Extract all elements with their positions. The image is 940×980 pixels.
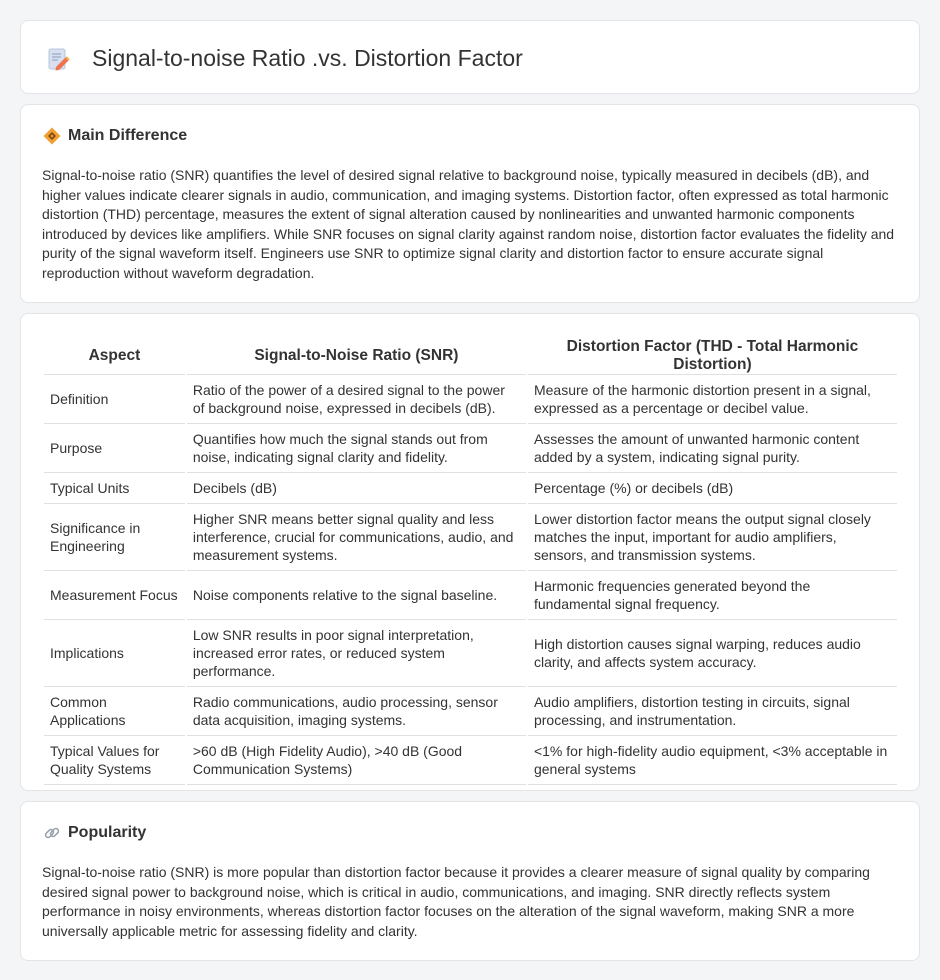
table-cell: Lower distortion factor means the output signal closely matches the input, important for audio amplifiers, sensors, and transmission systems. (528, 504, 897, 571)
table-cell: Measure of the harmonic distortion present in a signal, expressed as a percentage or decibel value. (528, 375, 897, 424)
table-row (44, 424, 897, 473)
table-row (44, 736, 897, 785)
comparison-table (42, 334, 899, 785)
page-title: Signal-to-noise Ratio .vs. Distortion Factor (92, 45, 523, 71)
table-cell: Harmonic frequencies generated beyond the fundamental signal frequency. (528, 571, 897, 620)
table-row (44, 620, 897, 687)
table-row (44, 687, 897, 736)
main-difference-text: Signal-to-noise ratio (SNR) quantifies the level of desired signal relative to background noise, typically measured in decibels (dB), and higher values indicate clearer signals in audio, communication, and imaging systems. Distortion factor, often expressed as total harmonic distortion (THD) percentage, measures the extent of signal alteration caused by nonlinearities and unwanted harmonic components introduced by devices like amplifiers. While SNR focuses on signal clarity against random noise, distortion factor evaluates the fidelity and purity of the signal waveform itself. Engineers use SNR to optimize signal clarity and distortion factor to ensure accurate signal reproduction without waveform degradation. (42, 167, 895, 281)
column-header: Distortion Factor (THD - Total Harmonic Distortion) (528, 334, 897, 375)
table-cell: Audio amplifiers, distortion testing in circuits, signal processing, and instrumentation. (528, 687, 897, 736)
diamond-warning-icon (43, 127, 61, 145)
table-cell: Definition (44, 375, 185, 424)
column-header: Aspect (44, 334, 185, 375)
table-cell: Radio communications, audio processing, sensor data acquisition, imaging systems. (187, 687, 526, 736)
table-cell: Common Applications (44, 687, 185, 736)
table-row (44, 375, 897, 424)
document-edit-icon (46, 46, 72, 72)
link-icon (43, 824, 61, 842)
title-row (46, 45, 523, 72)
table-cell: Significance in Engineering (44, 504, 185, 571)
table-cell: High distortion causes signal warping, reduces audio clarity, and affects system accuracy. (528, 620, 897, 687)
table-cell: <1% for high-fidelity audio equipment, <3% acceptable in general systems (528, 736, 897, 785)
table-cell: Low SNR results in poor signal interpretation, increased error rates, or reduced system performance. (187, 620, 526, 687)
table-cell: Measurement Focus (44, 571, 185, 620)
table-cell: Percentage (%) or decibels (dB) (528, 473, 897, 504)
title-card (20, 20, 920, 94)
table-cell: Ratio of the power of a desired signal to the power of background noise, expressed in decibels (dB). (187, 375, 526, 424)
table-cell: Purpose (44, 424, 185, 473)
main-difference-card (20, 104, 920, 303)
table-cell: Noise components relative to the signal baseline. (187, 571, 526, 620)
section-title: Popularity (68, 824, 147, 841)
table-cell: Assesses the amount of unwanted harmonic content added by a system, indicating signal purity. (528, 424, 897, 473)
table-cell: >60 dB (High Fidelity Audio), >40 dB (Good Communication Systems) (187, 736, 526, 785)
column-header: Signal-to-Noise Ratio (SNR) (187, 334, 526, 375)
table-header-row (44, 334, 897, 375)
popularity-text: Signal-to-noise ratio (SNR) is more popular than distortion factor because it provides a clearer measure of signal quality by comparing desired signal power to background noise, which is critical in audio, communications, and imaging. SNR directly reflects system performance in noisy environments, whereas distortion factor focuses on the alteration of the signal waveform, making SNR a more universally applicable metric for assessing fidelity and clarity. (42, 864, 870, 939)
main-difference-heading (43, 127, 187, 145)
table-cell: Quantifies how much the signal stands out from noise, indicating signal clarity and fidelity. (187, 424, 526, 473)
section-title: Main Difference (68, 127, 188, 144)
table-cell: Typical Units (44, 473, 185, 504)
popularity-card (20, 801, 920, 961)
popularity-heading (43, 824, 146, 842)
comparison-card (20, 313, 920, 791)
table-row (44, 504, 897, 571)
table-cell: Decibels (dB) (187, 473, 526, 504)
table-row (44, 571, 897, 620)
table-row (44, 473, 897, 504)
table-cell: Typical Values for Quality Systems (44, 736, 185, 785)
table-cell: Higher SNR means better signal quality and less interference, crucial for communications, audio, and measurement systems. (187, 504, 526, 571)
table-cell: Implications (44, 620, 185, 687)
